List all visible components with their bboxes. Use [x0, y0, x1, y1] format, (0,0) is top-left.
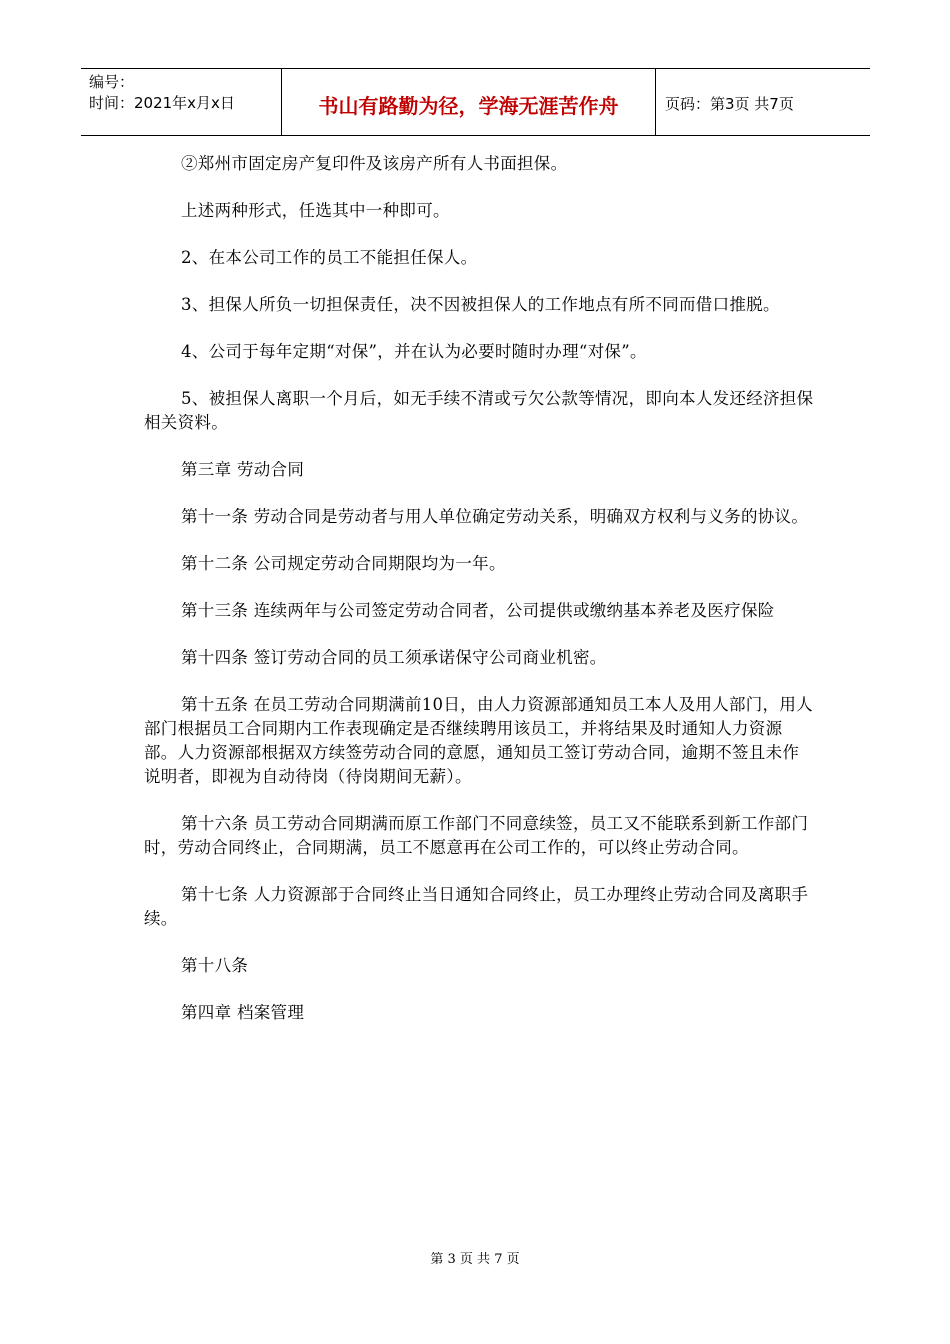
paragraph: ②郑州市固定房产复印件及该房产所有人书面担保。	[181, 154, 568, 173]
paragraph: 上述两种形式，任选其中一种即可。	[181, 201, 450, 220]
paragraph: 第十七条 人力资源部于合同终止当日通知合同终止，员工办理终止劳动合同及离职手续。	[144, 885, 809, 928]
header-page-cell	[656, 69, 870, 135]
paragraph: 2、在本公司工作的员工不能担任保人。	[181, 248, 478, 267]
header-meta-cell	[81, 69, 282, 135]
header-motto: 书山有路勤为径，学海无涯苦作舟	[318, 93, 619, 118]
paragraph: 第十一条 劳动合同是劳动者与用人单位确定劳动关系，明确双方权利与义务的协议。	[181, 507, 809, 526]
paragraph: 第十四条 签订劳动合同的员工须承诺保守公司商业机密。	[181, 648, 607, 667]
page-header	[81, 68, 870, 136]
paragraph: 第十八条	[181, 956, 249, 975]
paragraph: 4、公司于每年定期“对保”，并在认为必要时随时办理“对保”。	[181, 342, 647, 361]
chapter-heading: 第四章 档案管理	[181, 1003, 305, 1022]
chapter-heading: 第三章 劳动合同	[181, 460, 305, 479]
page-footer	[0, 1248, 950, 1267]
paragraph: 第十六条 员工劳动合同期满而原工作部门不同意续签，员工又不能联系到新工作部门时，劳动合同终止，合同期满，员工不愿意再在公司工作的，可以终止劳动合同。	[144, 814, 809, 857]
paragraph: 第十二条 公司规定劳动合同期限均为一年。	[181, 554, 506, 573]
document-number-label: 编号：	[89, 73, 135, 91]
header-page-info: 页码：第3页 共7页	[665, 94, 794, 113]
document-body	[144, 152, 814, 1048]
paragraph: 第十三条 连续两年与公司签定劳动合同者，公司提供或缴纳基本养老及医疗保险	[181, 601, 775, 620]
header-motto-cell	[282, 69, 656, 135]
paragraph: 5、被担保人离职一个月后，如无手续不清或亏欠公款等情况，即向本人发还经济担保相关资料。	[144, 389, 814, 432]
document-time-label: 时间：2021年x月x日	[89, 94, 235, 112]
paragraph: 第十五条 在员工劳动合同期满前10日，由人力资源部通知员工本人及用人部门，用人部门根据员工合同期内工作表现确定是否继续聘用该员工，并将结果及时通知人力资源部。人力资源部根据双方续签劳动合同的意愿，通知员工签订劳动合同，逾期不签且未作说明者，即视为自动待岗（待岗期间无薪）。	[144, 695, 813, 786]
footer-page-number: 第 3 页 共 7 页	[430, 1252, 520, 1267]
paragraph: 3、担保人所负一切担保责任，决不因被担保人的工作地点有所不同而借口推脱。	[181, 295, 780, 314]
